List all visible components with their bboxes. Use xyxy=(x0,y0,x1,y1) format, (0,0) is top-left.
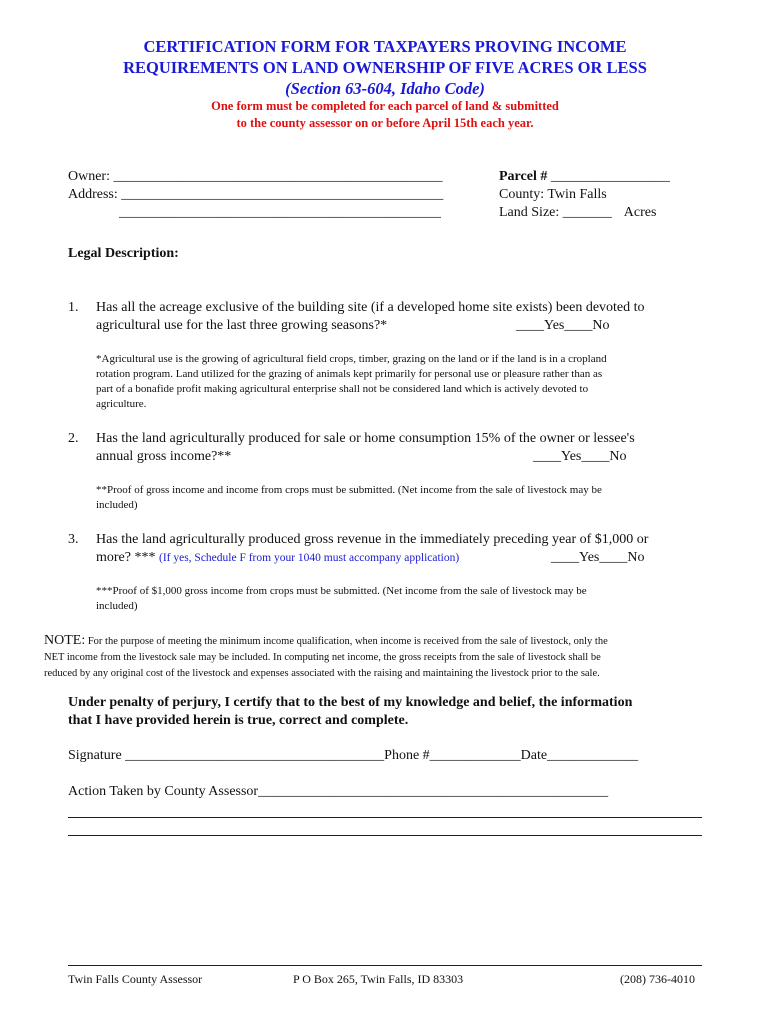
question-3-number: 3. xyxy=(68,532,79,547)
question-3-yes-no[interactable]: ____Yes____No xyxy=(551,550,645,565)
note-line: included) xyxy=(96,600,138,612)
parcel-label: Parcel # xyxy=(499,169,551,184)
note-line: reduced by any original cost of the livestock and expenses associated with the raising and maintaining the livestock prior to the sale. xyxy=(44,668,600,679)
note-line: For the purpose of meeting the minimum income qualification, when income is received from the sale of livestock, only the xyxy=(85,636,608,647)
note-line: **Proof of gross income and income from crops must be submitted. (Net income from the sale of livestock may be xyxy=(96,484,602,496)
note-line: rotation program. Land utilized for the grazing of animals kept primarily for personal use or pleasure rather than as xyxy=(96,368,603,380)
assessor-action-field[interactable] xyxy=(68,784,608,800)
footer-phone: (208) 736-4010 xyxy=(620,972,695,986)
land-size-blank[interactable]: _______ xyxy=(562,205,612,220)
question-1-yes-no[interactable]: ____Yes____No xyxy=(516,318,610,333)
code-section: (Section 63-604, Idaho Code) xyxy=(285,79,485,98)
phone-blank[interactable]: _____________ xyxy=(429,748,521,763)
owner-label: Owner: xyxy=(68,169,114,184)
county-text: County: Twin Falls xyxy=(499,187,607,202)
address-blank[interactable]: ______________________________________________ xyxy=(121,187,444,202)
certify-line2: that I have provided herein is true, correct and complete. xyxy=(68,713,409,728)
question-1-line2: agricultural use for the last three growing seasons?* xyxy=(96,318,388,333)
address-field[interactable] xyxy=(68,187,443,203)
question-3-note xyxy=(96,584,587,614)
question-1-note xyxy=(96,352,607,412)
note-label: NOTE: xyxy=(44,633,86,648)
footer-office: Twin Falls County Assessor xyxy=(68,972,203,986)
parcel-blank[interactable]: _________________ xyxy=(550,169,670,184)
signature-blank[interactable]: _____________________________________ xyxy=(125,748,385,763)
form-title-line2: REQUIREMENTS ON LAND OWNERSHIP OF FIVE ACRES OR LESS xyxy=(123,58,647,77)
date-label: Date xyxy=(520,748,548,763)
form-title-line3 xyxy=(0,79,770,99)
question-2-yes-no[interactable]: ____Yes____No xyxy=(533,449,627,464)
parcel-field[interactable] xyxy=(499,169,670,185)
acres-label: Acres xyxy=(623,205,657,220)
schedule-f-instruction: (If yes, Schedule F from your 1040 must accompany application) xyxy=(158,552,460,564)
question-3-line1: Has the land agriculturally produced gross revenue in the immediately preceding year of $1,000 or xyxy=(96,532,649,547)
note-line: ***Proof of $1,000 gross income from crops must be submitted. (Net income from the sale of livestock may be xyxy=(96,585,587,597)
note-line: *Agricultural use is the growing of agricultural field crops, timber, grazing on the land or if the land is in a cropland xyxy=(96,353,607,365)
question-3-text: more? *** xyxy=(96,550,159,565)
signature-label: Signature xyxy=(68,748,126,763)
question-2-line2: annual gross income?** xyxy=(96,449,232,464)
assessor-action-blank[interactable]: __________________________________________________ xyxy=(258,784,609,799)
owner-field[interactable] xyxy=(68,169,443,185)
owner-blank[interactable]: _______________________________________________ xyxy=(113,169,443,184)
question-2-line1: Has the land agriculturally produced for sale or home consumption 15% of the owner or lessee's xyxy=(96,431,635,446)
question-1-line1: Has all the acreage exclusive of the building site (if a developed home site exists) been devoted to xyxy=(96,300,645,315)
form-title-line1: CERTIFICATION FORM FOR TAXPAYERS PROVING INCOME xyxy=(143,37,627,56)
question-3-line2 xyxy=(96,550,459,566)
question-1-number: 1. xyxy=(68,300,79,315)
note-line: part of a bonafide profit making agricultural enterprise shall not be considered land which is actively devoted to xyxy=(96,383,589,395)
assessor-line-2[interactable] xyxy=(68,817,702,818)
assessor-action-label: Action Taken by County Assessor xyxy=(68,784,259,799)
subtitle-line2: to the county assessor on or before April 15th each year. xyxy=(236,116,534,130)
address-blank-line2[interactable]: ______________________________________________ xyxy=(119,205,441,220)
footer-divider xyxy=(68,965,702,966)
question-2-number: 2. xyxy=(68,431,79,446)
address-label: Address: xyxy=(68,187,122,202)
note-line: agriculture. xyxy=(96,398,147,410)
assessor-line-3[interactable] xyxy=(68,835,702,836)
certify-line1: Under penalty of perjury, I certify that to the best of my knowledge and belief, the information xyxy=(68,695,633,710)
legal-description-label: Legal Description: xyxy=(68,246,179,261)
land-size-label: Land Size: xyxy=(499,205,563,220)
note-line: NET income from the livestock sale may be included. In computing net income, the gross receipts from the sale of livestock shall be xyxy=(44,652,601,663)
signature-row xyxy=(68,748,638,764)
footer-address: P O Box 265, Twin Falls, ID 83303 xyxy=(293,972,464,986)
question-2-note xyxy=(96,483,602,513)
date-blank[interactable]: _____________ xyxy=(547,748,639,763)
phone-label: Phone # xyxy=(384,748,430,763)
land-size-field[interactable] xyxy=(499,205,656,221)
subtitle-line1: One form must be completed for each parcel of land & submitted xyxy=(211,99,559,113)
note-line: included) xyxy=(96,499,138,511)
income-note xyxy=(44,633,734,682)
